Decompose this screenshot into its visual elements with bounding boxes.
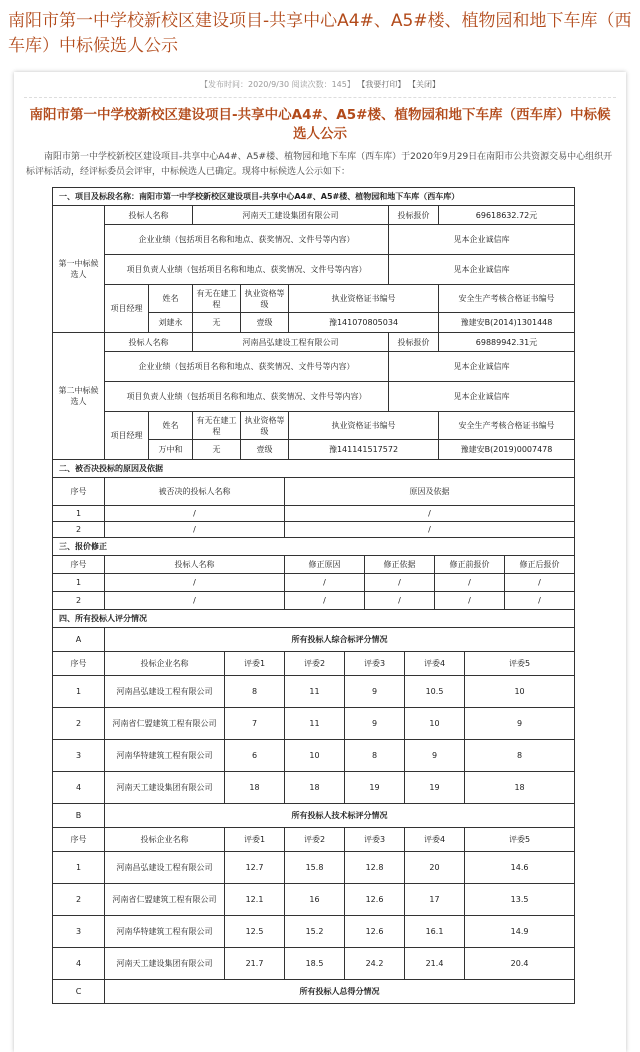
table-row <box>53 592 575 610</box>
table-row <box>53 522 575 538</box>
table-row <box>53 916 575 948</box>
section-3-title: 三、报价修正 <box>53 538 575 556</box>
candidate-2-price: 69889942.31元 <box>439 333 575 352</box>
cell: / <box>435 592 505 610</box>
pm-performance-value: 见本企业诚信库 <box>389 255 575 285</box>
cell: 16 <box>285 884 345 916</box>
cell: 4 <box>53 948 105 980</box>
candidate-1-pm-name: 刘建永 <box>149 313 193 333</box>
cell: 3 <box>53 916 105 948</box>
cell: 10 <box>285 740 345 772</box>
table-row <box>53 740 575 772</box>
group-b-caption: 所有投标人技术标评分情况 <box>105 804 575 828</box>
header-price-after: 修正后报价 <box>505 556 575 574</box>
header-bidder: 投标人名称 <box>105 556 285 574</box>
company-performance-label: 企业业绩（包括项目名称和地点、获奖情况、文件号等内容） <box>105 225 389 255</box>
results-table-wrapper <box>52 187 574 1004</box>
header-judge-2: 评委2 <box>285 828 345 852</box>
header-rejected-bidder: 被否决的投标人名称 <box>105 478 285 506</box>
intro-paragraph: 南阳市第一中学校新校区建设项目-共享中心A4#、A5#楼、植物园和地下车库（西车库）于2020年9月29日在南阳市公共资源交易中心组织开标评标活动，经评标委员会评审，中标候选人已确定。现将中标候选人公示如下： <box>26 152 613 177</box>
cell: 18.5 <box>285 948 345 980</box>
cell: 18 <box>285 772 345 804</box>
cell: 河南省仁盟建筑工程有限公司 <box>105 708 225 740</box>
cell: / <box>435 574 505 592</box>
group-c-letter: C <box>53 980 105 1004</box>
candidate-2-pm-level: 壹级 <box>241 440 289 460</box>
cell: / <box>505 574 575 592</box>
header-company: 投标企业名称 <box>105 652 225 676</box>
article-meta <box>14 72 626 95</box>
cell: 12.6 <box>345 916 405 948</box>
header-name: 姓名 <box>149 412 193 440</box>
cell: 19 <box>405 772 465 804</box>
cell: 21.7 <box>225 948 285 980</box>
table-row <box>53 574 575 592</box>
candidate-1-label: 第一中标候选人 <box>53 206 105 333</box>
table-row <box>53 852 575 884</box>
company-performance-value: 见本企业诚信库 <box>389 352 575 382</box>
bid-price-label: 投标报价 <box>389 206 439 225</box>
cell: 18 <box>225 772 285 804</box>
section-1-title: 一、项目及标段名称：南阳市第一中学校新校区建设项目-共享中心A4#、A5#楼、植物园和地下车库（西车库） <box>53 188 575 206</box>
group-a-caption: 所有投标人综合标评分情况 <box>105 628 575 652</box>
project-manager-label: 项目经理 <box>105 412 149 460</box>
header-no: 序号 <box>53 556 105 574</box>
table-row <box>53 708 575 740</box>
header-safety-no: 安全生产考核合格证书编号 <box>439 285 575 313</box>
table-row <box>53 772 575 804</box>
header-no: 序号 <box>53 828 105 852</box>
cell: 11 <box>285 708 345 740</box>
header-judge-1: 评委1 <box>225 652 285 676</box>
pm-performance-label: 项目负责人业绩（包括项目名称和地点、获奖情况、文件号等内容） <box>105 382 389 412</box>
pm-performance-label: 项目负责人业绩（包括项目名称和地点、获奖情况、文件号等内容） <box>105 255 389 285</box>
pm-performance-value: 见本企业诚信库 <box>389 382 575 412</box>
cell: 21.4 <box>405 948 465 980</box>
header-qual-level: 执业资格等级 <box>241 412 289 440</box>
header-correction-basis: 修正依据 <box>365 556 435 574</box>
view-count: 阅读次数：145】 <box>291 80 355 89</box>
cell: / <box>105 574 285 592</box>
table-row <box>53 948 575 980</box>
cell: 2 <box>53 522 105 538</box>
cell: 河南省仁盟建筑工程有限公司 <box>105 884 225 916</box>
cell: 13.5 <box>465 884 575 916</box>
cell: 12.8 <box>345 852 405 884</box>
cell: 2 <box>53 884 105 916</box>
table-row <box>53 506 575 522</box>
cell: 11 <box>285 676 345 708</box>
cell: 9 <box>345 676 405 708</box>
cell: 15.2 <box>285 916 345 948</box>
cell: 9 <box>465 708 575 740</box>
candidate-2-pm-cert: 豫141141517572 <box>289 440 439 460</box>
header-judge-4: 评委4 <box>405 652 465 676</box>
rejected-bids-table <box>52 459 575 538</box>
cell: 河南天工建设集团有限公司 <box>105 948 225 980</box>
cell: 14.9 <box>465 916 575 948</box>
cell: 20.4 <box>465 948 575 980</box>
close-link[interactable]: 【关闭】 <box>407 80 440 89</box>
candidate-1-pm-in-progress: 无 <box>193 313 241 333</box>
cell: 10 <box>405 708 465 740</box>
group-c-caption: 所有投标人总得分情况 <box>105 980 575 1004</box>
cell: / <box>365 592 435 610</box>
candidate-1-pm-safety: 豫建安B(2014)1301448 <box>439 313 575 333</box>
header-cert-no: 执业资格证书编号 <box>289 285 439 313</box>
cell: 9 <box>405 740 465 772</box>
candidates-table <box>52 187 575 460</box>
cell: 河南昌弘建设工程有限公司 <box>105 852 225 884</box>
cell: / <box>285 522 575 538</box>
candidate-2-name: 河南昌弘建设工程有限公司 <box>193 333 389 352</box>
cell: 1 <box>53 506 105 522</box>
cell: / <box>105 522 285 538</box>
cell: 河南昌弘建设工程有限公司 <box>105 676 225 708</box>
document-title: 南阳市第一中学校新校区建设项目-共享中心A4#、A5#楼、植物园和地下车库（西车库）中标候选人公示 <box>29 107 611 142</box>
header-price-before: 修正前报价 <box>435 556 505 574</box>
header-in-progress: 有无在建工程 <box>193 285 241 313</box>
cell: 9 <box>345 708 405 740</box>
cell: 河南天工建设集团有限公司 <box>105 772 225 804</box>
cell: 12.1 <box>225 884 285 916</box>
cell: 2 <box>53 708 105 740</box>
cell: 24.2 <box>345 948 405 980</box>
cell: / <box>105 506 285 522</box>
header-cert-no: 执业资格证书编号 <box>289 412 439 440</box>
cell: 8 <box>345 740 405 772</box>
cell: 7 <box>225 708 285 740</box>
header-reason: 原因及依据 <box>285 478 575 506</box>
price-correction-table <box>52 537 575 610</box>
header-no: 序号 <box>53 478 105 506</box>
cell: 8 <box>225 676 285 708</box>
candidate-2-pm-in-progress: 无 <box>193 440 241 460</box>
table-row <box>53 884 575 916</box>
cell: 20 <box>405 852 465 884</box>
bid-price-label: 投标报价 <box>389 333 439 352</box>
candidate-2-pm-name: 万中和 <box>149 440 193 460</box>
cell: 19 <box>345 772 405 804</box>
cell: 10 <box>465 676 575 708</box>
header-company: 投标企业名称 <box>105 828 225 852</box>
header-judge-3: 评委3 <box>345 828 405 852</box>
cell: 1 <box>53 574 105 592</box>
cell: / <box>285 592 365 610</box>
cell: 18 <box>465 772 575 804</box>
header-no: 序号 <box>53 652 105 676</box>
bidder-name-label: 投标人名称 <box>105 333 193 352</box>
candidate-1-price: 69618632.72元 <box>439 206 575 225</box>
candidate-2-label: 第二中标候选人 <box>53 333 105 460</box>
candidate-1-pm-cert: 豫141070805034 <box>289 313 439 333</box>
header-judge-4: 评委4 <box>405 828 465 852</box>
header-judge-3: 评委3 <box>345 652 405 676</box>
header-judge-1: 评委1 <box>225 828 285 852</box>
group-b-letter: B <box>53 804 105 828</box>
company-performance-value: 见本企业诚信库 <box>389 225 575 255</box>
cell: 河南华特建筑工程有限公司 <box>105 916 225 948</box>
cell: 4 <box>53 772 105 804</box>
candidate-1-pm-level: 壹级 <box>241 313 289 333</box>
publish-time: 【发布时间：2020/9/30 <box>200 80 290 89</box>
cell: 12.5 <box>225 916 285 948</box>
candidate-2-pm-safety: 豫建安B(2019)0007478 <box>439 440 575 460</box>
header-safety-no: 安全生产考核合格证书编号 <box>439 412 575 440</box>
section-4-title: 四、所有投标人评分情况 <box>53 610 575 628</box>
cell: 10.5 <box>405 676 465 708</box>
section-2-title: 二、被否决投标的原因及依据 <box>53 460 575 478</box>
header-judge-5: 评委5 <box>465 652 575 676</box>
header-correction-reason: 修正原因 <box>285 556 365 574</box>
header-judge-2: 评委2 <box>285 652 345 676</box>
header-name: 姓名 <box>149 285 193 313</box>
group-a-letter: A <box>53 628 105 652</box>
header-qual-level: 执业资格等级 <box>241 285 289 313</box>
cell: 14.6 <box>465 852 575 884</box>
cell: 2 <box>53 592 105 610</box>
candidate-1-name: 河南天工建设集团有限公司 <box>193 206 389 225</box>
cell: 6 <box>225 740 285 772</box>
cell: 12.7 <box>225 852 285 884</box>
cell: 17 <box>405 884 465 916</box>
cell: 16.1 <box>405 916 465 948</box>
cell: 15.8 <box>285 852 345 884</box>
cell: 1 <box>53 852 105 884</box>
bidder-name-label: 投标人名称 <box>105 206 193 225</box>
cell: 1 <box>53 676 105 708</box>
cell: / <box>105 592 285 610</box>
cell: / <box>365 574 435 592</box>
project-manager-label: 项目经理 <box>105 285 149 333</box>
cell: 8 <box>465 740 575 772</box>
table-row <box>53 676 575 708</box>
header-in-progress: 有无在建工程 <box>193 412 241 440</box>
header-judge-5: 评委5 <box>465 828 575 852</box>
cell: 河南华特建筑工程有限公司 <box>105 740 225 772</box>
cell: 3 <box>53 740 105 772</box>
cell: / <box>285 574 365 592</box>
cell: / <box>505 592 575 610</box>
cell: 12.6 <box>345 884 405 916</box>
print-link[interactable]: 【我要打印】 <box>357 80 406 89</box>
company-performance-label: 企业业绩（包括项目名称和地点、获奖情况、文件号等内容） <box>105 352 389 382</box>
scores-table <box>52 609 575 1004</box>
cell: / <box>285 506 575 522</box>
page-title: 南阳市第一中学校新校区建设项目-共享中心A4#、A5#楼、植物园和地下车库（西车库）中标候选人公示 <box>8 11 632 56</box>
